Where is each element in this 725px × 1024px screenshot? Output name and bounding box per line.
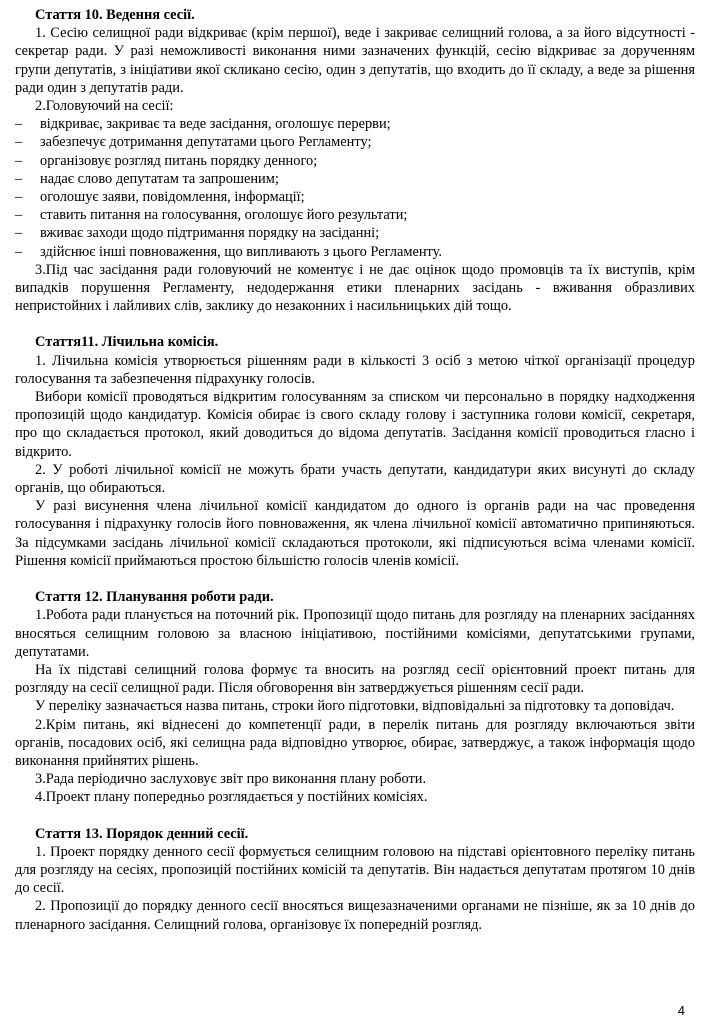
article-11-para-3: 2. У роботі лічильної комісії не можуть брати участь депутати, кандидатури яких висунуті до складу органів, що обираються. [15, 461, 695, 497]
article-13-para-2: 2. Пропозиції до порядку денного сесії вносяться вищезазначеними органами не пізніше, як за 10 днів до пленарного засідання. Селищний голова, організовує їх попередній розгляд. [15, 898, 695, 933]
page-number: 4 [677, 1003, 685, 1018]
list-item: – надає слово депутатам та запрошеним; [15, 170, 695, 188]
article-11-para-4: У разі висунення члена лічильної комісії кандидатом до одного із органів ради на час проведення голосування і підрахунку голосів його повноваження, як члена лічильної комісії автоматично припиняються. За підсумками засідань лічильної комісії складаються протоколи, які підписуються всіма членами комісії. Рішення комісії приймаються простою більшістю голосів членів комісії. [15, 498, 695, 569]
list-item: – оголошує заяви, повідомлення, інформації; [15, 188, 695, 206]
list-item: – ставить питання на голосування, оголошує його результати; [15, 206, 695, 224]
article-10-title: Стаття 10. Ведення сесії. [35, 7, 195, 23]
list-item: – відкриває, закриває та веде засідання, оголошує перерви; [15, 115, 695, 133]
article-12-para-4: 2.Крім питань, які віднесені до компетенції ради, в перелік питань для розгляду включаються звіти органів, посадових осіб, які селищна рада відповідно утворює, обирає, затверджує, а також інформація щодо виконання прийнятих рішень. [15, 716, 695, 769]
chair-duties-list [15, 115, 695, 261]
list-item: – здійснює інші повноваження, що випливають з цього Регламенту. [15, 243, 695, 261]
article-12-para-1: 1.Робота ради планується на поточний рік. Пропозиції щодо питань для розгляду на пленарних засіданнях вносяться селищним головою за власною ініціативою, постійними комісіями, депутатськими групами, депутатами. [15, 607, 695, 660]
article-12-title: Стаття 12. Планування роботи ради. [35, 589, 274, 606]
article-12-para-5: 3.Рада періодично заслуховує звіт про виконання плану роботи. [35, 771, 427, 788]
article-13-title: Стаття 13. Порядок денний сесії. [35, 825, 249, 842]
article-10-para-2: 2.Головуючий на сесії: [35, 98, 174, 115]
article-11-para-1: 1. Лічильна комісія утворюється рішенням ради в кількості 3 осіб з метою чіткої організації процедур голосування та забезпечення підрахунку голосів. [15, 352, 695, 387]
list-item: – забезпечує дотримання депутатами цього Регламенту; [15, 133, 695, 151]
article-11-para-2: Вибори комісії проводяться відкритим голосуванням за списком чи персонально в порядку надходження пропозицій щодо кандидатур. Комісія обирає із свого складу голову і заступника голови комісії, секретаря, про що складається протокол, який доводиться до відома депутатів. Засідання комісії проводиться гласно і відкрито. [15, 389, 695, 460]
article-12-para-6: 4.Проект плану попередньо розглядається у постійних комісіях. [35, 789, 428, 806]
article-13-para-1: 1. Проект порядку денного сесії формується селищним головою на підставі орієнтовного переліку питань для розгляду на сесіях, пропозицій постійних комісій та депутатів. Він надається депутатам протягом 10 днів до сесії. [15, 843, 695, 897]
article-11-title: Стаття11. Лічильна комісія. [35, 334, 219, 351]
list-item: – організовує розгляд питань порядку денного; [15, 152, 695, 170]
article-12-para-3: У переліку зазначається назва питань, строки його підготовки, відповідальні за підготовку та доповідач. [35, 698, 675, 715]
list-item: – вживає заходи щодо підтримання порядку на засіданні; [15, 224, 695, 242]
article-10-para-3: 3.Під час засідання ради головуючий не коментує і не дає оцінок щодо промовців та їх виступів, крім випадків порушення Регламенту, недодержання етики пленарних засідань - вживання образливих непристойних і лайливих слів, заклику до незаконних і насильницьких дій тощо. [15, 261, 695, 315]
article-10-para-1: 1. Сесію селищної ради відкриває (крім першої), веде і закриває селищний голова, а за його відсутності - секретар ради. У разі неможливості виконання ними зазначених функцій, сесію відкриває за дорученням групи депутатів, з ініціативи якої скликано сесію, один з депутатів, що входить до її складу, а веде за рішення ради один з депутатів ради. [15, 25, 695, 96]
article-12-para-2: На їх підставі селищний голова формує та вносить на розгляд сесії орієнтовний проект питань для розгляду на сесії селищної ради. Після обговорення він затверджується рішенням сесії ради. [15, 661, 695, 697]
